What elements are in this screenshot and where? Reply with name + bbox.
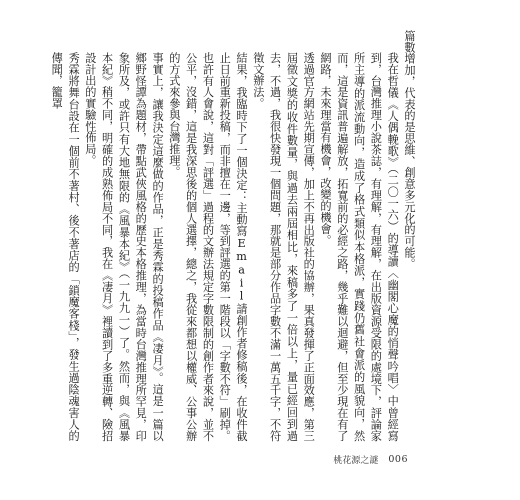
page-number: 006 [388, 453, 408, 465]
paragraph-1: 篇數增加，代表的是思維、創意多元化的可能。 [403, 30, 416, 270]
running-title: 桃花源之謎 [333, 455, 379, 466]
paragraph-6: 秀霖將舞台設在一個前不著村、後不著店的「鎖魔客棧」，發生過陰魂害人的傳聞，籠罩 [50, 52, 81, 442]
paragraph-4: 結果，我臨時下了一個決定：主動寫Email請創作者修稿後，在收件截止日前重新投稿，而非擅在一邊，等到評選的第一階段以「字數不符」刷掉。也許有人會說，這對「評選」過程的文辦法規定字數限制的創作者來說，並不公平，沒錯，這是我深思後的個人選擇，總之，我從來都想以權威、公事公辦的方式來參與台灣推理。 [167, 52, 249, 442]
paragraph-5: 事實上，讓我決定這麼做的作品，正是秀霖的投稿作品《凄月》。這是一篇以鄉野怪譚為題材，帶點武俠風格的歷史本格推理，為當時台灣推理所罕見，印象所及，或許只有大地無限的《風暴本紀》（一九九一）了。然而，與《風暴本紀》稍不同，明確的成熟佈局不同，我在《凄月》裡讀到了多重逆轉、險招設計出的實驗性佈局。 [83, 52, 165, 442]
paragraph-3: 透過官方網站先期宣傳，加上不再出版社的協辦，果真發揮了正面效應，第三屆徵文獎的收件數量，與過去兩屆相比，來稿多了一倍以上，量已經回到過去，不過，我很快發現一個問題，那就是部分作品字數不滿一萬五千字，不符徵文辦法。 [251, 52, 316, 442]
body-text [50, 30, 417, 442]
page-footer [333, 452, 408, 466]
paragraph-2: 我在哲儀《人偶輓歌》（二〇一六）的導讀〈幽閣心魔的悄聲吟唱〉中曾經寫到，台灣推理小說茶誌，有理解，有理解，在出版資源受限的處境下，評論家所主導的派流動向，造成了格式類似本格派，實踐仍舊社會派的風貌向，然而，這是資訊普遍解放，拓寬前的必經之路，幾乎難以迴避，但至少現在有了網路，未來理當有機會，改變的機會。 [319, 52, 400, 442]
